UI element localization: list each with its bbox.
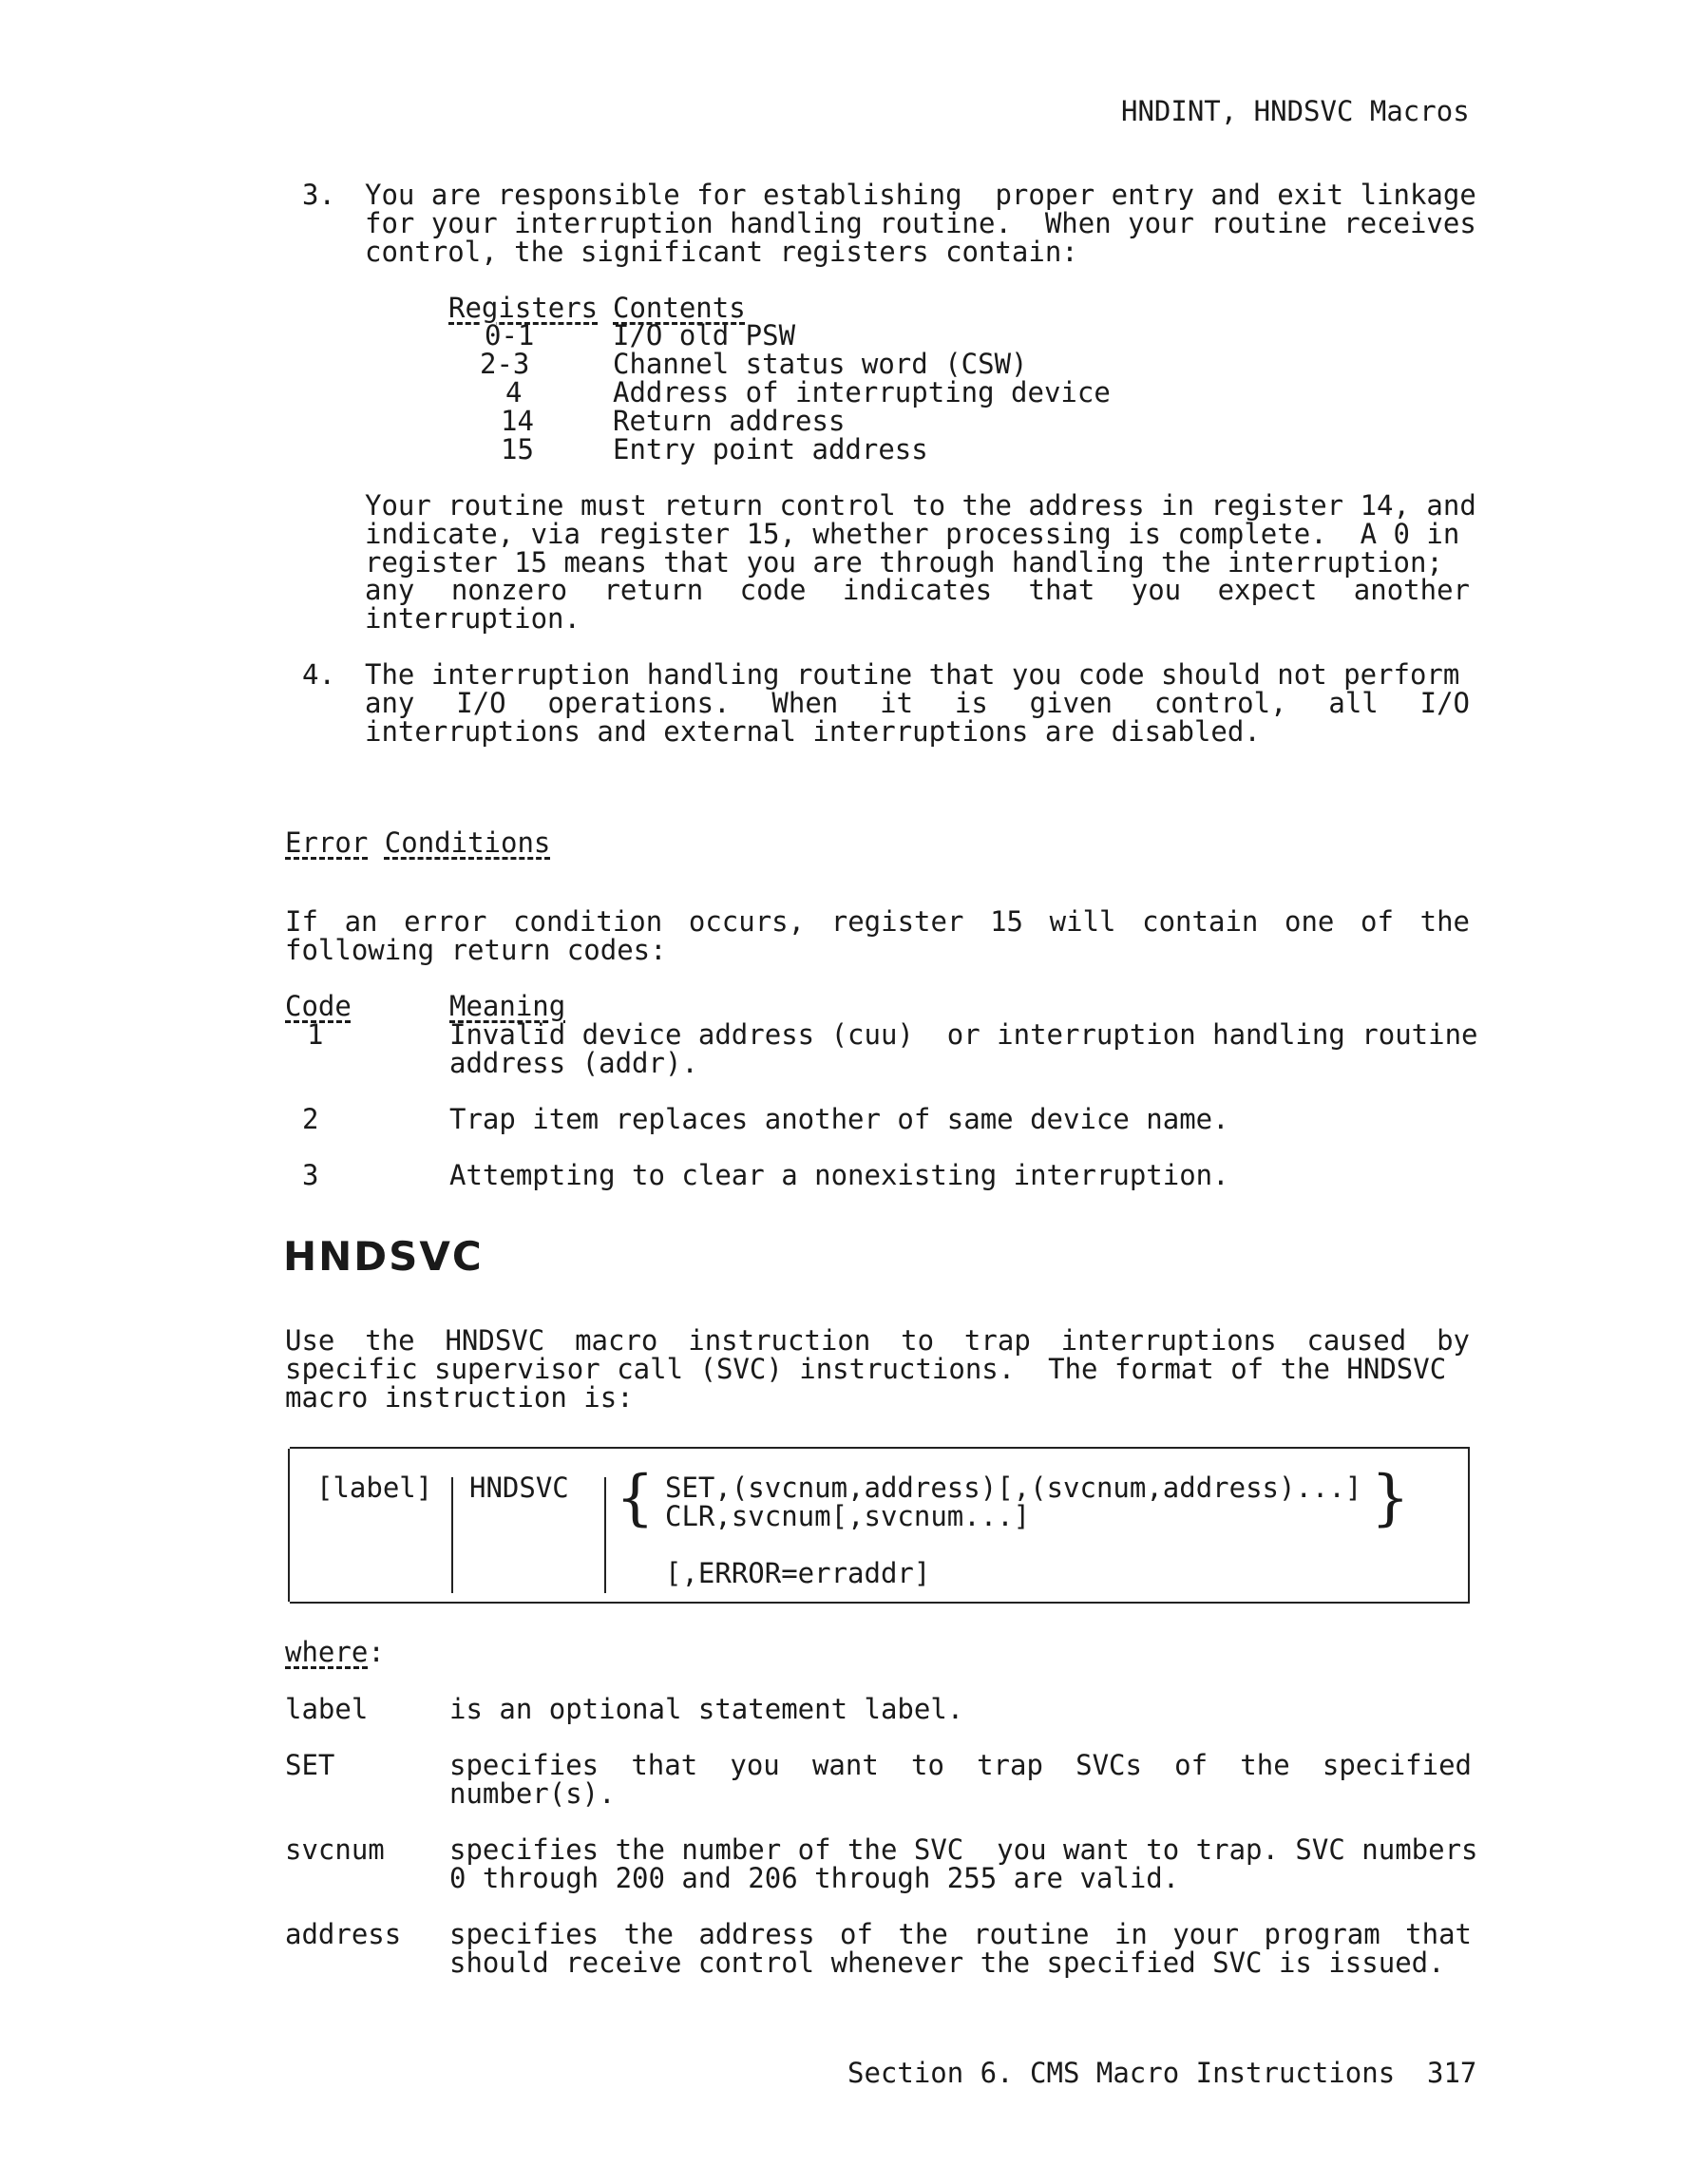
registers-header: Registers [448,292,599,324]
item-3-para-line-4: any nonzero return code indicates that you expect another [365,574,1470,606]
param-desc-set-line-2: number(s). [449,1777,616,1810]
register-row-0-reg: 0-1 [485,319,535,351]
register-row-3-reg: 14 [501,405,534,437]
where-colon: : [368,1636,385,1668]
syntax-left-border [288,1449,290,1602]
item-3-para-line-1: Your routine must return control to the address in register 14, and [365,489,1476,522]
item-4-line-1: The interruption handling routine that you code should not perform [365,658,1460,691]
syntax-right-border [1468,1449,1470,1602]
param-term-set: SET [285,1749,335,1781]
page-number: 317 [1427,2057,1477,2089]
syntax-box [290,1447,1470,1604]
conditions-title-word: Conditions [384,826,551,859]
register-row-4-contents: Entry point address [613,433,928,465]
param-term-label: label [285,1693,369,1725]
item-4-line-2: any I/O operations. When it is given control, all I/O [365,687,1470,719]
footer-section: Section 6. CMS Macro Instructions [847,2057,1396,2089]
code-header: Code [285,990,352,1022]
register-row-2-reg: 4 [505,376,523,408]
param-desc-address-line-1: specifies the address of the routine in your program that [449,1918,1472,1950]
error-meaning-3: Attempting to clear a nonexisting interruption. [449,1159,1229,1191]
hndsvc-intro-line-3: macro instruction is: [285,1381,634,1414]
error-code-3: 3 [302,1159,319,1191]
register-row-2-contents: Address of interrupting device [613,376,1111,408]
error-conditions-title [285,828,550,857]
syntax-clr-line: CLR,svcnum[,svcnum...] [665,1500,1031,1532]
item-3-para-line-2: indicate, via register 15, whether processing is complete. A 0 in [365,518,1460,550]
error-intro-line-2: following return codes: [285,934,667,966]
item-3-number: 3. [302,179,335,211]
hndsvc-intro-line-2: specific supervisor call (SVC) instructions. The format of the HNDSVC [285,1353,1447,1385]
error-intro-line-1: If an error condition occurs, register 15 will contain one of the [285,905,1470,938]
error-title-word: Error [285,826,369,859]
error-code-2: 2 [302,1103,319,1135]
syntax-label: [label] [316,1472,433,1504]
syntax-divider-2 [604,1477,606,1593]
item-3-para-line-5: interruption. [365,602,581,635]
item-3-para-line-3: register 15 means that you are through handling the interruption; [365,546,1443,579]
register-row-3-contents: Return address [613,405,846,437]
where-label [285,1638,385,1666]
syntax-set-line: SET,(svcnum,address)[,(svcnum,address)...] [665,1472,1362,1504]
error-meaning-1-line-2: address (addr). [449,1047,698,1079]
item-4-number: 4. [302,658,335,691]
item-3-line-1: You are responsible for establishing proper entry and exit linkage [365,179,1476,211]
param-term-address: address [285,1918,402,1950]
syntax-divider-1 [451,1477,453,1593]
register-row-4-reg: 15 [501,433,534,465]
param-desc-svcnum-line-1: specifies the number of the SVC you want to trap. SVC numbers [449,1833,1478,1866]
where-word: where [285,1636,369,1668]
register-row-0-contents: I/O old PSW [613,319,796,351]
item-3-line-2: for your interruption handling routine. When your routine receives [365,207,1476,239]
syntax-error-line: [,ERROR=erraddr] [665,1557,931,1589]
error-code-1: 1 [307,1018,324,1051]
param-desc-set-line-1: specifies that you want to trap SVCs of the specified [449,1749,1472,1781]
register-row-1-contents: Channel status word (CSW) [613,348,1028,380]
error-meaning-2: Trap item replaces another of same device name. [449,1103,1229,1135]
param-term-svcnum: svcnum [285,1833,385,1866]
error-meaning-1-line-1: Invalid device address (cuu) or interruption handling routine [449,1018,1478,1051]
hndsvc-intro-line-1: Use the HNDSVC macro instruction to trap interruptions caused by [285,1324,1470,1357]
syntax-opcode: HNDSVC [469,1472,569,1504]
param-desc-label: is an optional statement label. [449,1693,964,1725]
contents-header: Contents [613,292,746,324]
param-desc-address-line-2: should receive control whenever the specified SVC is issued. [449,1947,1445,1979]
meaning-header: Meaning [449,990,566,1022]
item-4-line-3: interruptions and external interruptions are disabled. [365,715,1261,748]
running-header: HNDINT, HNDSVC Macros [1121,95,1470,127]
hndsvc-heading: HNDSVC [283,1233,484,1280]
left-brace: { [616,1463,655,1533]
register-row-1-reg: 2-3 [480,348,530,380]
item-3-line-3: control, the significant registers contain: [365,236,1078,268]
right-brace: } [1371,1463,1410,1533]
param-desc-svcnum-line-2: 0 through 200 and 206 through 255 are valid. [449,1862,1180,1894]
